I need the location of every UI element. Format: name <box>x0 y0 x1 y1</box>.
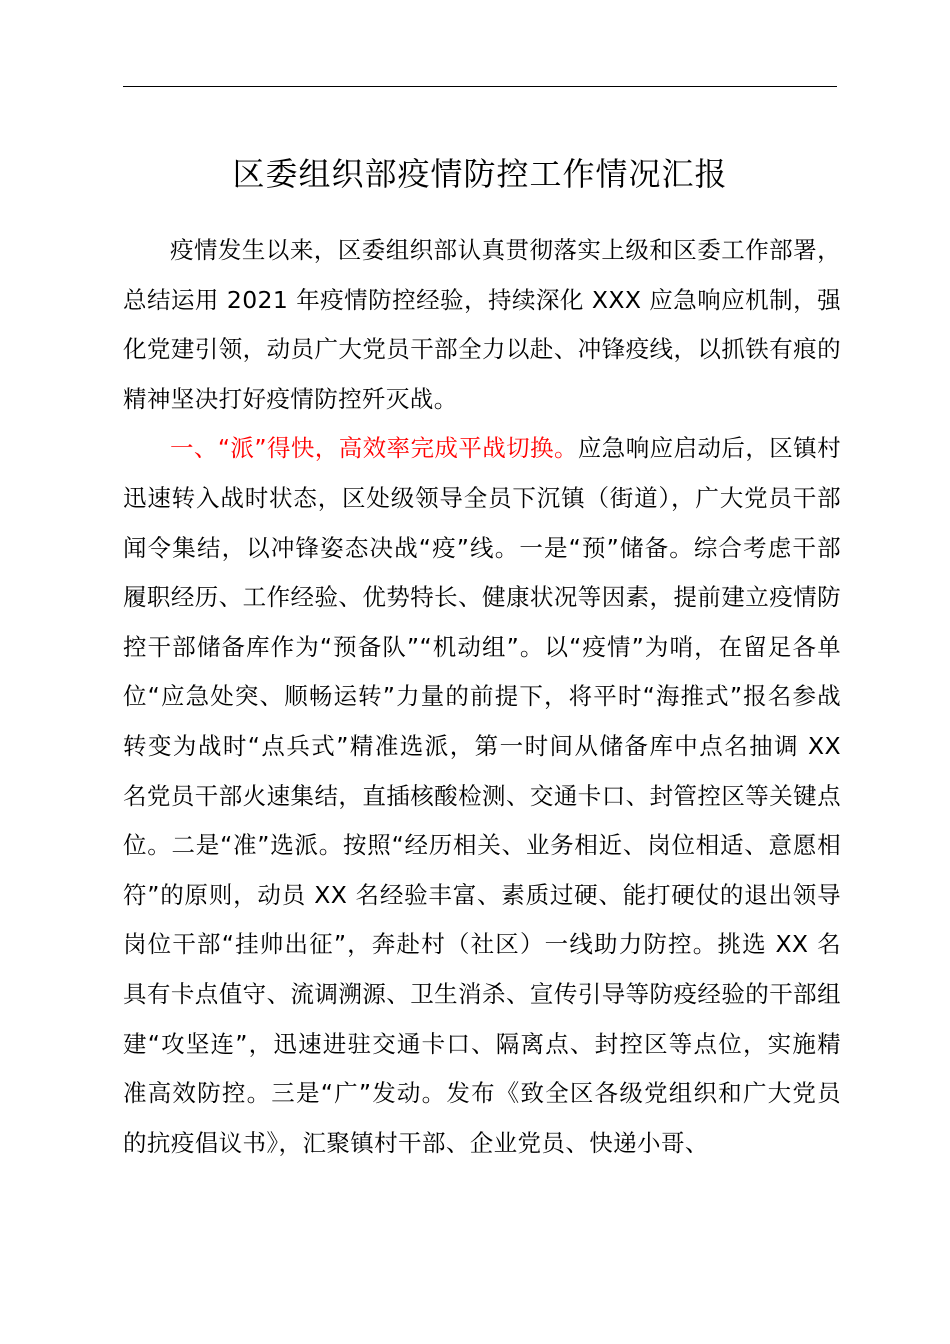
section-one-paragraph <box>123 424 841 1168</box>
section-one-text: 应急响应启动后，区镇村迅速转入战时状态，区处级领导全员下沉镇（街道），广大党员干部闻令集结，以冲锋姿态决战“疫”线。一是“预”储备。综合考虑干部履职经历、工作经验、优势特长、健康状况等因素，提前建立疫情防控干部储备库作为“预备队”“机动组”。以“疫情”为哨，在留足各单位“应急处突、顺畅运转”力量的前提下，将平时“海推式”报名参战转变为战时“点兵式”精准选派，第一时间从储备库中点名抽调 XX 名党员干部火速集结，直插核酸检测、交通卡口、封管控区等关键点位。二是“准”选派。按照“经历相关、业务相近、岗位相适、意愿相符”的原则，动员 XX 名经验丰富、素质过硬、能打硬仗的退出领导岗位干部“挂帅出征”，奔赴村（社区）一线助力防控。挑选 XX 名具有卡点值守、流调溯源、卫生消杀、宣传引导等防疫经验的干部组建“攻坚连”，迅速进驻交通卡口、隔离点、封控区等点位，实施精准高效防控。三是“广”发动。发布《致全区各级党组织和广大党员的抗疫倡议书》，汇聚镇村干部、企业党员、快递小哥、 <box>123 434 841 1157</box>
intro-paragraph-text: 疫情发生以来，区委组织部认真贯彻落实上级和区委工作部署，总结运用 2021 年疫情防控经验，持续深化 XXX 应急响应机制，强化党建引领，动员广大党员干部全力以赴、冲锋疫线，以抓铁有痕的精神坚决打好疫情防控歼灭战。 <box>123 236 841 413</box>
document-body <box>123 226 841 1168</box>
intro-paragraph <box>123 226 841 424</box>
header-rule <box>123 86 837 87</box>
section-one-heading: 一、“派”得快，高效率完成平战切换。 <box>170 434 578 463</box>
document-title: 区委组织部疫情防控工作情况汇报 <box>232 155 728 193</box>
